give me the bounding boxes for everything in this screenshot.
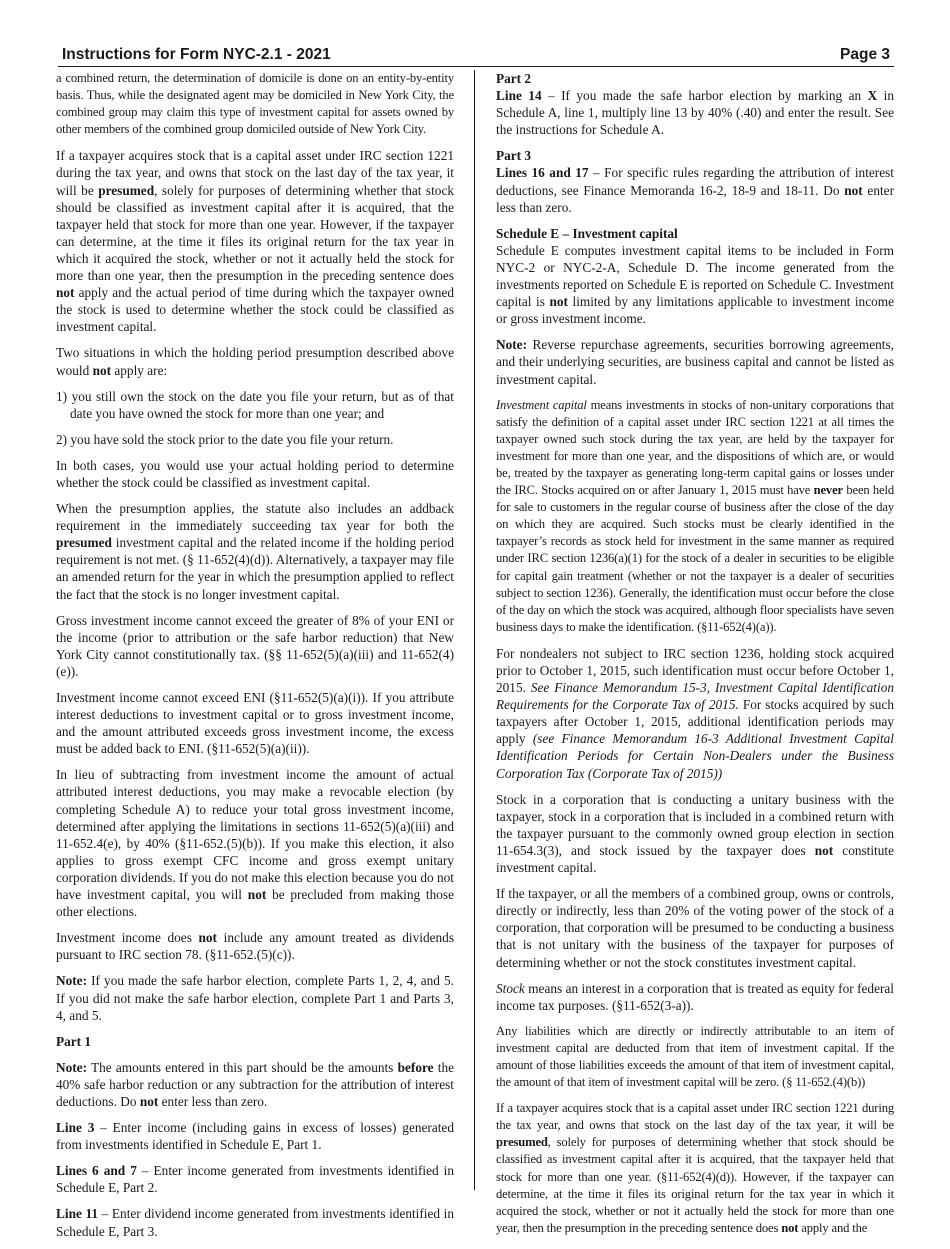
left-column [56,70,454,1249]
paragraph: If a taxpayer acquires stock that is a capital asset under IRC section 1221 during the tax year, and owns that stock on the last day of the tax year, it will be presumed, solely for purposes of determining whether that stock should be classified as investment capital after it is acquired, that the taxpayer held that stock for more than one year. (§11-652(4)(d)). However, if the taxpayer can determine, at the time it files its original return for the tax year in which it acquired the stock, whether or not it actually held the stock for more than one year, then the presumption in the preceding sentence does not apply and the [496,1101,894,1235]
paragraph: For nondealers not subject to IRC section 1236, holding stock acquired prior to October 1, 2015, such identification must occur before October 1, 2015. See Finance Memorandum 15-3, Investment Capital Identification Requirements for the Corporate Tax of 2015. For stocks acquired by such taxpayers after October 1, 2015, additional identification periods may apply (see Finance Memorandum 16-3 Additional Investment Capital Identification Periods for Certain Non-Dealers under the Business Corporation Tax (Corporate Tax of 2015)) [496,645,894,781]
paragraph: Two situations in which the holding period presumption described above would not apply are: [56,345,454,378]
lines-6-7-instruction: Lines 6 and 7 – Enter income generated from investments identified in Schedule E, Part 2. [56,1163,454,1196]
column-divider [474,70,475,1190]
list-item: 1) you still own the stock on the date you file your return, but as of that date you have owned the stock for more than one year; and [56,388,454,421]
right-column [496,70,894,1246]
investment-capital-definition: Investment capital means investments in stocks of non-unitary corporations that satisfy the definition of a capital asset under IRC section 1221 at all times the taxpayer owned such stock during the tax year, are held by the taxpayer for investment for more than one year, and the dispositions of which are, or would be, treated by the taxpayer as generating long-term capital gains or losses under the IRC. Stocks acquired on or after January 1, 2015 must have never been held for sale to customers in the regular course of business after the close of the day on which they are acquired. Such stocks must be clearly identified in the taxpayer’s records as stock held for investment in the same manner as required under IRC section 1236(a)(1) for the stock of a dealer in securities to be eligible for capital gain treatment (whether or not the taxpayer is a dealer of securities subject to section 1236). Generally, the identification must occur before the close of the day on which the stock was acquired, although floor specialists have seven business days to make the identification. (§11-652(4)(a)). [496,397,894,634]
paragraph: Any liabilities which are directly or indirectly attributable to an item of investment capital are deducted from that item of investment capital. If the amount of those liabilities exceeds the amount of that item of investment capital, the amount of that item of investment capital will be zero. (§ 11-652.(4)(b)) [496,1023,894,1090]
paragraph: Schedule E computes investment capital items to be included in Form NYC-2 or NYC-2-A, Schedule D. The income generated from the investments reported on Schedule E is reported on Schedule C. Investment capital is not limited by any limitations applicable to investment income or gross investment income. [496,242,894,327]
page-number: Page 3 [840,46,890,63]
paragraph: If a taxpayer acquires stock that is a capital asset under IRC section 1221 during the tax year, and owns that stock on the last day of the tax year, it will be presumed, solely for purposes of determining whether that stock should be classified as investment capital after it is acquired, that the taxpayer held that stock for more than one year. However, if the taxpayer can determine, at the time it files its original return for the tax year in which it acquired the stock, whether or not it actually held the stock for more than one year, then the presumption in the preceding sentence does not apply and the actual period of time during which the taxpayer owned the stock is used to determine whether the stock could be classified as investment capital. [56,148,454,335]
note-paragraph: Note: Reverse repurchase agreements, securities borrowing agreements, and their underlying securities, are business capital and cannot be listed as investment capital. [496,337,894,387]
paragraph: When the presumption applies, the statute also includes an addback requirement in the immediately succeeding tax year for both the presumed investment capital and the related income if the holding period requirement is not met. (§ 11-652(4)(d)). Alternatively, a taxpayer may file an amended return for the year in which the presumption applied to reflect the fact that the stock is no longer investment capital. [56,501,454,602]
stock-definition: Stock means an interest in a corporation that is treated as equity for federal income tax purposes. (§11-652(3-a)). [496,980,894,1013]
line-11-instruction: Line 11 – Enter dividend income generated from investments identified in Schedule E, Part 3. [56,1206,455,1239]
part-2-heading: Part 2 [496,71,532,86]
line-14-instruction: Line 14 – If you made the safe harbor election by marking an X in Schedule A, line 1, multiply line 13 by 40% (.40) and enter the result. See the instructions for Schedule A. [496,88,895,138]
paragraph: In both cases, you would use your actual holding period to determine whether the stock could be classified as investment capital. [56,457,454,490]
schedule-e-heading: Schedule E – Investment capital [496,225,678,241]
paragraph: Gross investment income cannot exceed the greater of 8% of your ENI or the income (prior to attribution or the safe harbor reduction) that New York City cannot constitutionally tax. (§§ 11-652(5)(a)(iii) and 11-652(4)(e)). [56,612,454,679]
note-paragraph: Note: The amounts entered in this part should be the amounts before the 40% safe harbor reduction or any subtraction for the attribution of interest deductions. Do not enter less than zero. [56,1059,454,1109]
header-title: Instructions for Form NYC-2.1 - 2021 [62,46,331,63]
paragraph: If the taxpayer, or all the members of a combined group, owns or controls, directly or indirectly, less than 20% of the voting power of the stock of a corporation, that corporation will be presumed to be conducting a business that is not unitary with the business of the taxpayer for purposes of determining whether or not the stock constitutes investment capital. [496,886,894,970]
lines-16-17-instruction: Lines 16 and 17 – For specific rules regarding the attribution of interest deductions, see Finance Memoranda 16-2, 18-9 and 18-11. Do not enter less than zero. [496,165,895,215]
paragraph: Stock in a corporation that is conducting a unitary business with the taxpayer, stock in a corporation that is included in a combined return with the taxpayer pursuant to the commonly owned group election in section 11-654.3(3), and stock issued by the taxpayer does not constitute investment capital. [496,791,894,876]
line-3-instruction: Line 3 – Enter income (including gains in excess of losses) generated from investments identified in Schedule E, Part 1. [56,1120,454,1153]
note-paragraph: Note: If you made the safe harbor election, complete Parts 1, 2, 4, and 5. If you did not make the safe harbor election, complete Part 1 and Parts 3, 4, and 5. [56,973,454,1023]
part-3-heading: Part 3 [496,148,532,164]
part-1-heading: Part 1 [56,1033,92,1049]
paragraph: In lieu of subtracting from investment income the amount of actual attributed interest deductions, you may make a revocable election (by completing Schedule A) to reduce your total gross investment income, determined after applying the limitations in sections 11-652(5)(a)(iii) and 11-652.4(e), by 40% (§11-652.(5)(b)). If you make this election, it also applies to gross exempt CFC income and gross exempt unitary corporation dividends. If you do not make this election because you do not have investment capital, you will not be precluded from making those other elections. [56,767,454,920]
paragraph: Investment income does not include any amount treated as dividends pursuant to IRC section 78. (§11-652.(5)(c)). [56,930,454,963]
list-item: 2) you have sold the stock prior to the date you file your return. [56,431,394,447]
paragraph: Investment income cannot exceed ENI (§11-652(5)(a)(i)). If you attribute interest deductions to investment capital or to gross investment income, and the amount attributed exceeds gross investment income, the excess must be added back to ENI. (§11-652(5)(a)(ii)). [56,690,454,757]
page-header [58,46,894,67]
paragraph: a combined return, the determination of domicile is done on an entity-by-entity basis. Thus, while the designated agent may be domiciled in New York City, the combined group may claim this type of investment capital for assets owned by other members of the combined group domiciled outside of New York City. [56,71,454,137]
